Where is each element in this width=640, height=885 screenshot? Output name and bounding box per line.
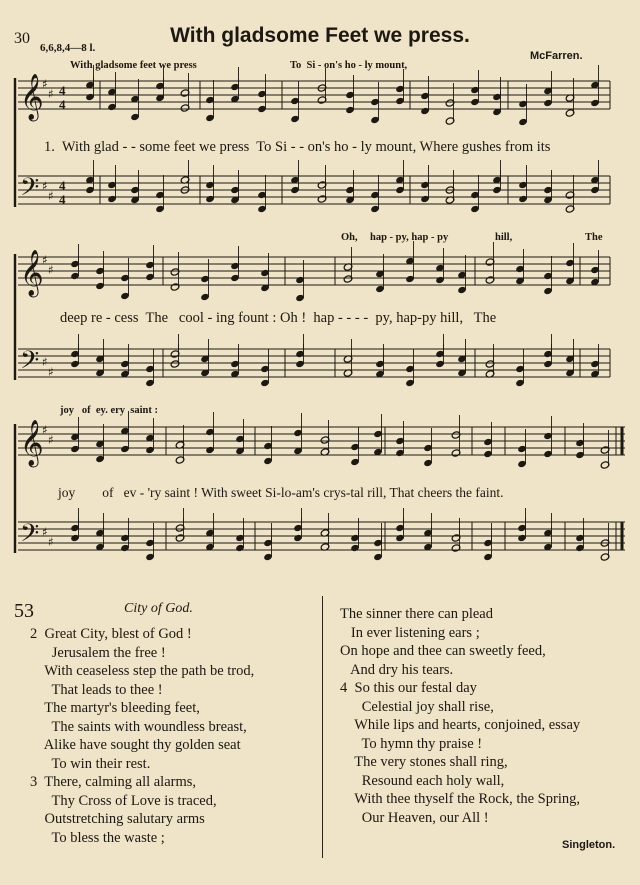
svg-text:♯: ♯ bbox=[48, 189, 54, 203]
svg-text:4: 4 bbox=[59, 192, 66, 207]
hymn-author: Singleton. bbox=[562, 839, 616, 851]
verse-line: Jerusalem the free ! bbox=[30, 644, 166, 661]
svg-text:4: 4 bbox=[59, 97, 66, 112]
page-number: 30 bbox=[14, 30, 30, 47]
verse-line: The saints with woundless breast, bbox=[30, 718, 247, 735]
verse-line: To hymn thy praise ! bbox=[340, 735, 483, 752]
svg-text:𝄢: 𝄢 bbox=[20, 173, 40, 208]
meter-label: 6,6,8,4—8 l. bbox=[40, 42, 96, 54]
system2-bass-staff bbox=[18, 349, 610, 377]
verse-line: On hope and thee can sweetly feed, bbox=[340, 643, 546, 659]
verse-line: The very stones shall ring, bbox=[340, 754, 508, 770]
verse-line: Alike have sought thy golden seat bbox=[30, 737, 241, 753]
svg-text:♯: ♯ bbox=[42, 525, 48, 539]
svg-text:𝄞: 𝄞 bbox=[20, 250, 44, 296]
verse-line: The martyr's bleeding feet, bbox=[30, 700, 200, 716]
svg-text:𝄞: 𝄞 bbox=[20, 420, 44, 466]
verse-line: In ever listening ears ; bbox=[340, 624, 480, 641]
svg-text:𝄢: 𝄢 bbox=[20, 346, 40, 381]
verse-line: With ceaseless step the path be trod, bbox=[30, 663, 255, 679]
verse-line: To win their rest. bbox=[30, 755, 151, 772]
verse-line: That leads to thee ! bbox=[30, 681, 163, 698]
column-divider bbox=[322, 596, 323, 858]
system1-cue-right: To Si - on's ho - ly mount, bbox=[290, 60, 408, 71]
hymn-tune-title: With gladsome Feet we press. bbox=[170, 24, 470, 47]
svg-text:4: 4 bbox=[59, 83, 66, 98]
verse-line: The sinner there can plead bbox=[340, 606, 493, 622]
svg-text:4: 4 bbox=[59, 178, 66, 193]
svg-text:♯: ♯ bbox=[42, 77, 48, 91]
system2-cue-hill: hill, bbox=[495, 232, 513, 243]
verse-line: 3 There, calming all alarms, bbox=[30, 774, 197, 790]
svg-text:♯: ♯ bbox=[48, 87, 54, 101]
svg-text:♯: ♯ bbox=[48, 433, 54, 447]
svg-text:♯: ♯ bbox=[48, 263, 54, 277]
time-signatures bbox=[59, 83, 66, 207]
system1-cue-left: With gladsome feet we press bbox=[70, 60, 197, 71]
verse-line: Celestial joy shall rise, bbox=[340, 698, 494, 715]
svg-text:♯: ♯ bbox=[42, 179, 48, 193]
verse-line: Our Heaven, our All ! bbox=[340, 809, 489, 826]
svg-text:♯: ♯ bbox=[42, 355, 48, 369]
hymn-title: City of God. bbox=[124, 601, 193, 616]
barlines bbox=[100, 81, 616, 550]
verse-line: 4 So this our festal day bbox=[340, 680, 477, 696]
key-signatures bbox=[42, 77, 54, 549]
clefs bbox=[20, 74, 44, 554]
svg-text:𝄢: 𝄢 bbox=[20, 519, 40, 554]
system2-lyrics: deep re - cess The cool - ing fount : Oh ! hap - - - - py, hap-py hill, The bbox=[60, 310, 497, 326]
verse-line: Outstretching salutary arms bbox=[30, 811, 205, 827]
svg-text:♯: ♯ bbox=[48, 535, 54, 549]
verse-line: And dry his tears. bbox=[340, 661, 454, 678]
system2-cue-happy: hap - py, hap - py bbox=[370, 232, 449, 243]
svg-text:♯: ♯ bbox=[42, 423, 48, 437]
system3-lyrics: joy of ev - 'ry saint ! With sweet Si-lo-am's crys-tal rill, That cheers the faint. bbox=[58, 485, 504, 500]
system2-cue-oh: Oh, bbox=[341, 232, 358, 243]
stems bbox=[79, 65, 609, 557]
hymn-number: 53 bbox=[14, 600, 34, 622]
verse-line: Resound each holy wall, bbox=[340, 772, 505, 789]
composer-name: McFarren. bbox=[530, 50, 583, 62]
svg-text:♯: ♯ bbox=[48, 365, 54, 379]
system3-cue: joy of ey. ery saint : bbox=[60, 405, 158, 416]
verse-line: With thee thyself the Rock, the Spring, bbox=[340, 791, 580, 807]
verse-line: While lips and hearts, conjoined, essay bbox=[340, 717, 581, 733]
noteheads bbox=[70, 81, 610, 561]
verses-left-column bbox=[30, 626, 254, 848]
verse-line: 2 Great City, blest of God ! bbox=[30, 626, 192, 642]
verse-line: Thy Cross of Love is traced, bbox=[30, 792, 217, 809]
verses-right-column bbox=[340, 606, 580, 828]
system1-lyrics: 1. With glad - - some feet we press To Si - - on's ho - ly mount, Where gushes from its bbox=[44, 139, 551, 155]
system2-cue-the: The bbox=[585, 232, 603, 243]
verse-line: To bless the waste ; bbox=[30, 829, 165, 846]
svg-text:♯: ♯ bbox=[42, 253, 48, 267]
svg-text:𝄞: 𝄞 bbox=[20, 74, 44, 120]
